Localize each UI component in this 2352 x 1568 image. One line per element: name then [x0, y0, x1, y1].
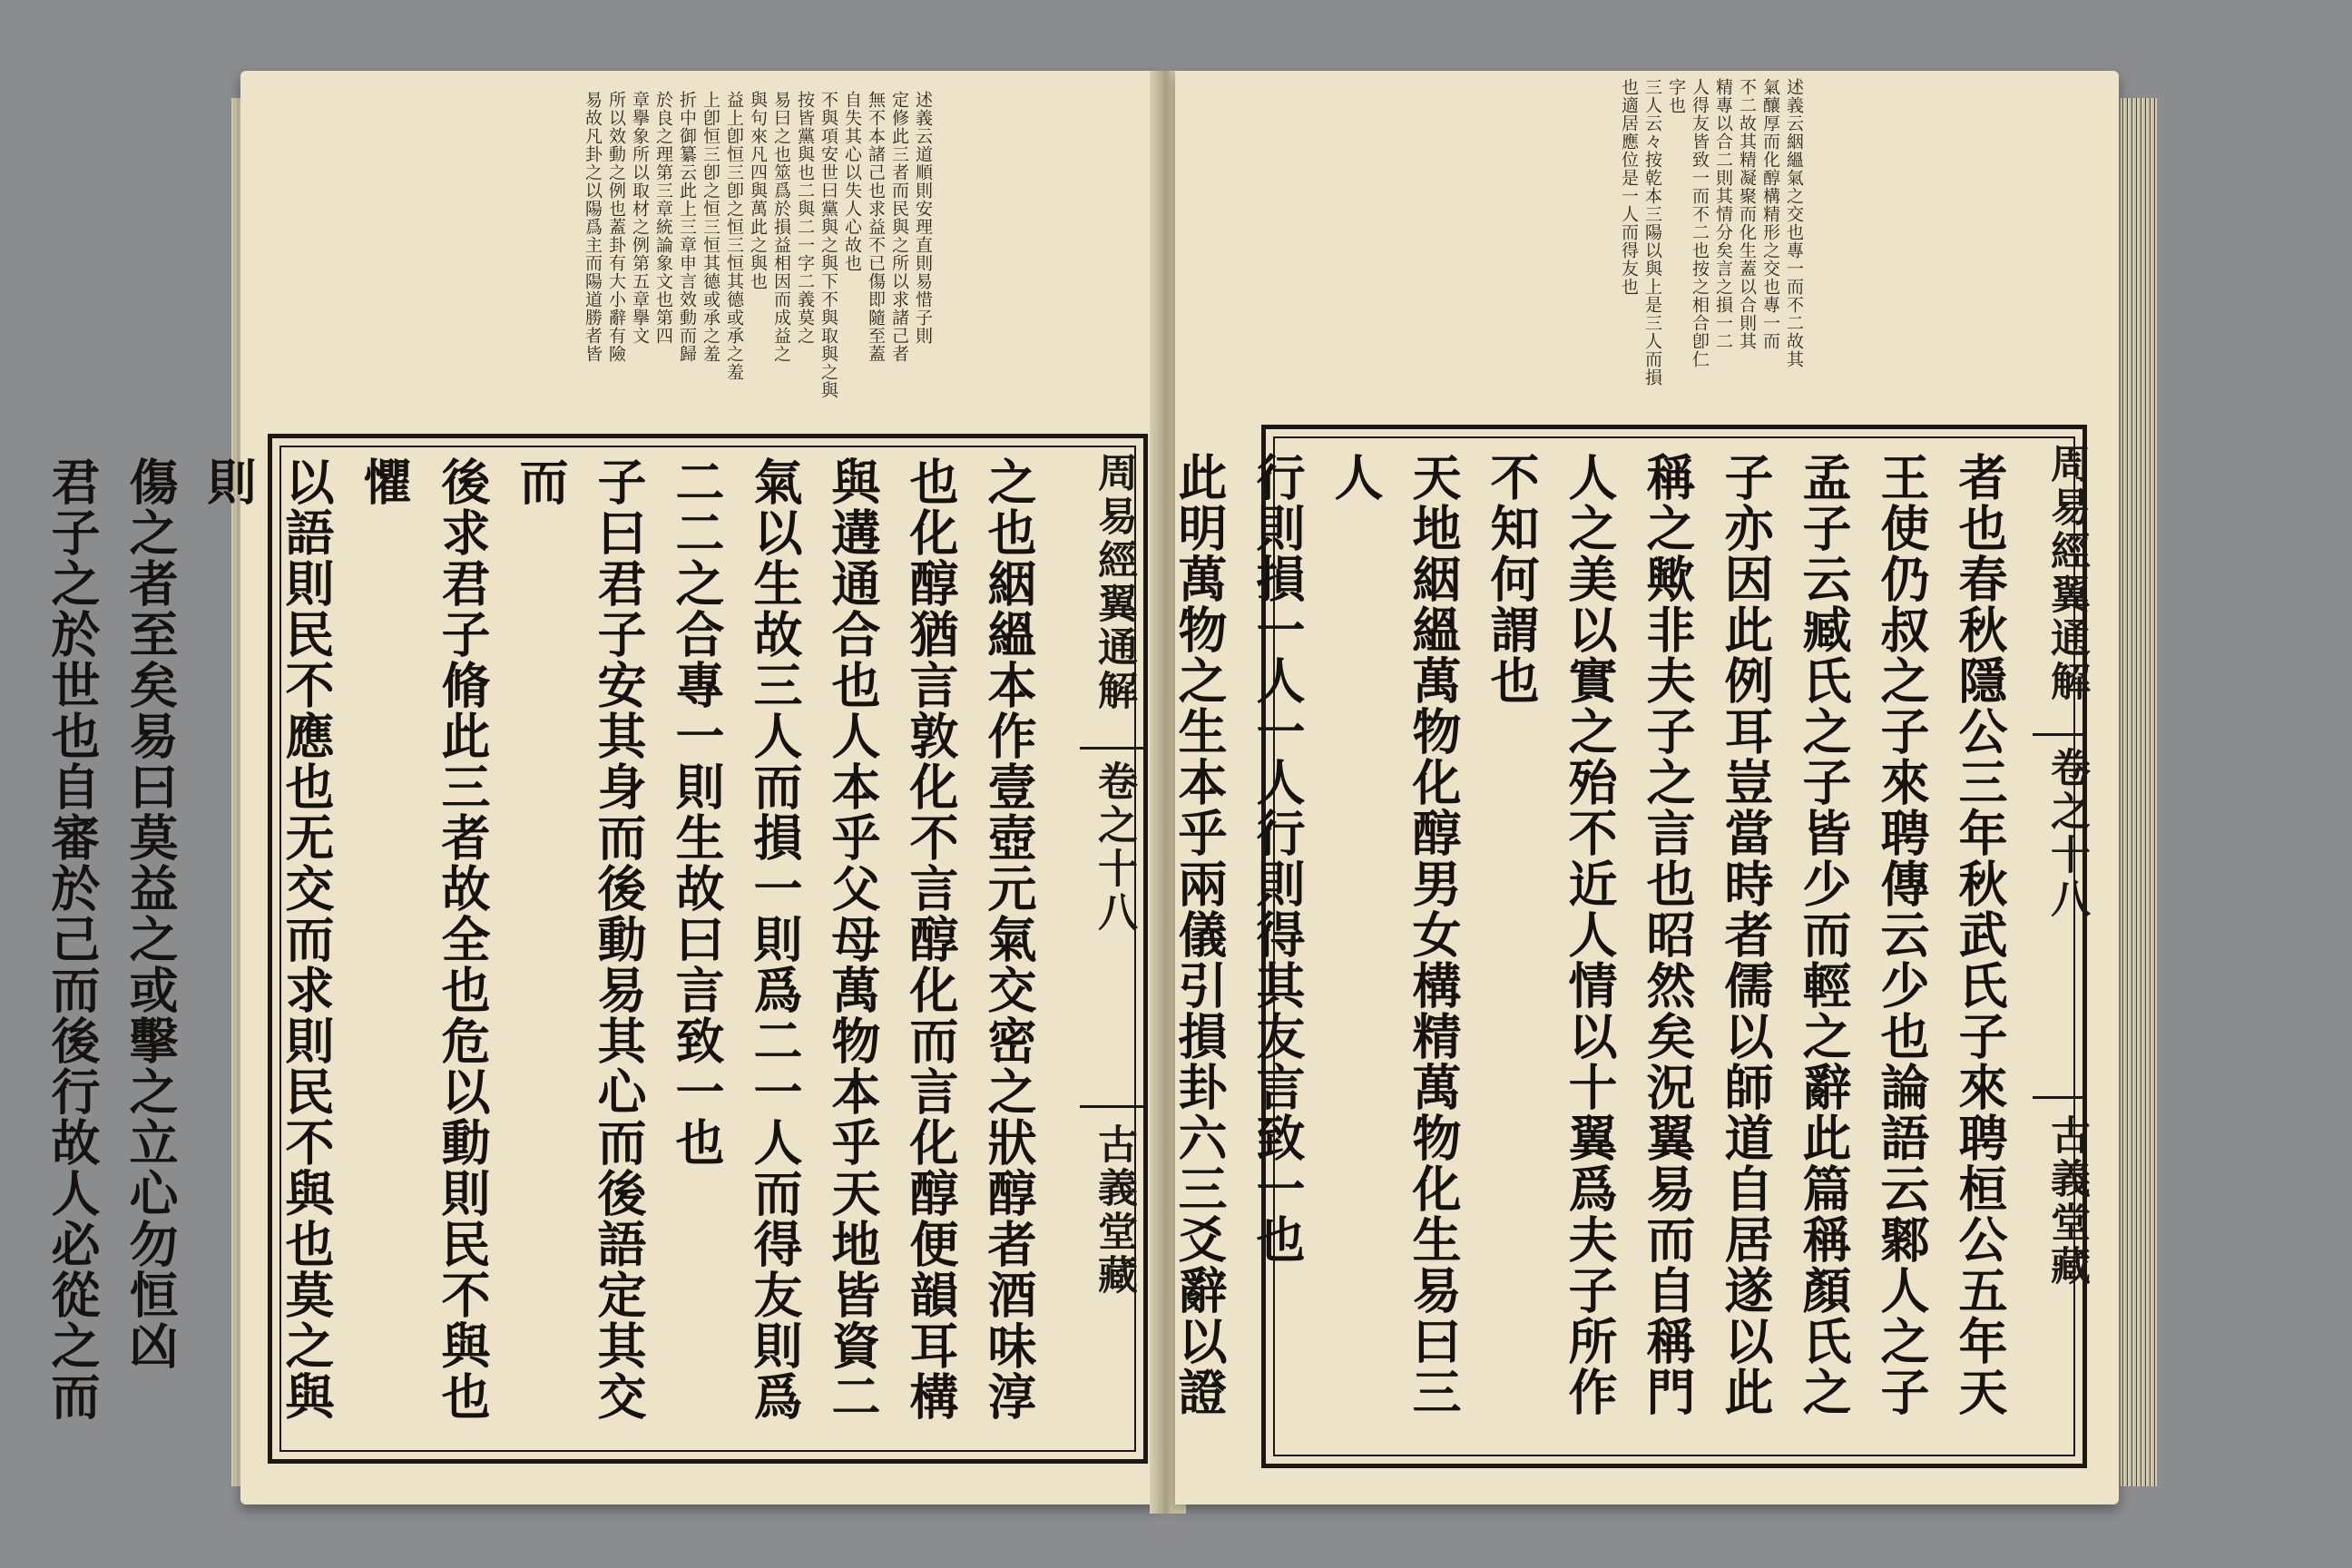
right-main-text: [1171, 452, 2019, 1450]
text-column: 君子之於世也自審於己而後行故人必從之而: [44, 456, 102, 1422]
text-column: 此明萬物之生本乎兩儀引損卦六三爻辭以證: [1171, 452, 1229, 1417]
right-fold-volume: 卷之十八: [2043, 747, 2090, 921]
left-headnotes: [281, 91, 935, 454]
headnote-line: 上卽恒三卽之恒三恒其德或承之羞: [701, 91, 720, 363]
left-fold-separator-2: [1080, 1105, 1143, 1108]
headnote-line: 於良之理第三章統論象文也第四: [653, 91, 673, 345]
right-page-edges: [2121, 98, 2157, 1486]
headnote-line: 無不本諸己也求益不已傷即隨至蓋: [866, 91, 886, 363]
headnote-line: 易故凡卦之以陽爲主而陽道勝者皆: [583, 91, 603, 363]
headnote-line: 也適居應位是一人而得友也: [1619, 78, 1639, 296]
headnote-line: 氣釀厚而化醇構精形之交也專一而: [1760, 78, 1780, 350]
headnote-line: 字也: [1666, 78, 1686, 114]
right-fold-separator: [2033, 733, 2087, 736]
headnote-line: 三人云々按乾本三陽以與上是三人而損: [1642, 78, 1662, 387]
headnote-line: 按皆黨與也二與二一字二義莫之: [795, 91, 815, 345]
text-column: 人之美以實之殆不近人情以十翼爲夫子所作: [1561, 452, 1619, 1417]
right-fold-title: 周易經翼通解: [2043, 443, 2090, 704]
left-fold-volume: 卷之十八: [1091, 760, 1137, 935]
right-headnotes: [1543, 78, 1806, 441]
headnote-line: 章擧象所以取材之例第五章擧文: [630, 91, 650, 345]
text-column: 不知何謂也: [1483, 452, 1541, 706]
headnote-line: 定修此三者而民與之所以求諸己者: [889, 91, 909, 363]
text-column: 孟子云臧氏之子皆少而輕之辭此篇稱顏氏之: [1795, 452, 1853, 1417]
headnote-line: 易曰之也筮爲於損益相因而成益之: [771, 91, 791, 363]
text-column: 二二之合專一則生故曰言致一也: [668, 456, 726, 1168]
headnote-line: 不與項安世曰黨與之與下不與取與之與: [818, 91, 838, 399]
text-column: 傷之者至矣易曰莫益之或擊之立心勿恒凶: [122, 456, 180, 1371]
headnote-line: 益上卽恒三卽之恒三恒其德或承之羞: [724, 91, 744, 381]
headnote-line: 不二故其精凝聚而化生蓋以合則其: [1737, 78, 1757, 350]
text-column: 子亦因此例耳豈當時者儒以師道自居遂以此: [1717, 452, 1775, 1417]
text-column: 王使仍叔之子來聘傳云少也論語云鄹人之子: [1873, 452, 1931, 1417]
headnote-line: 精專以合二則其情分矣言之損一二: [1713, 78, 1733, 350]
headnote-line: 所以效動之例也蓋卦有大小辭有險: [606, 91, 626, 363]
text-column: 子曰君子安其身而後動易其心而後語定其交而: [512, 456, 648, 1422]
headnote-line: 述義云道順則安理直則易惜子則: [913, 91, 933, 345]
open-book: [44, 71, 2119, 1504]
text-column: 也化醇猶言敦化不言醇化而言化醇便韻耳構: [902, 456, 960, 1422]
right-page: [1171, 71, 2119, 1504]
text-column: 之也絪縕本作壹壺元氣交密之狀醇者酒味淳: [980, 456, 1038, 1422]
text-column: 以語則民不應也无交而求則民不與也莫之與則: [200, 456, 336, 1422]
left-fold-press: 古義堂藏: [1091, 1123, 1137, 1298]
headnote-line: 折中御纂云此上三章申言效動而歸: [677, 91, 697, 363]
right-fold-separator-2: [2033, 1096, 2087, 1099]
left-fold-title: 周易經翼通解: [1091, 452, 1137, 713]
text-column: 天地絪縕萬物化醇男女構精萬物化生易曰三人: [1327, 452, 1463, 1417]
text-column: 後求君子脩此三者故全也危以動則民不與也懼: [356, 456, 492, 1422]
headnote-line: 述義云絪縕氣之交也專一而不二故其: [1784, 78, 1804, 368]
right-fold-press: 古義堂藏: [2043, 1114, 2090, 1289]
text-column: 氣以生故三人而損一則爲二一人而得友則爲: [746, 456, 804, 1422]
text-column: 與遘通合也人本乎父母萬物本乎天地皆資二: [824, 456, 882, 1422]
text-column: 者也春秋隱公三年秋武氏子來聘桓公五年天: [1951, 452, 2009, 1417]
left-fold-separator: [1080, 747, 1143, 750]
headnote-line: 與句來凡四與萬此之與也: [748, 91, 768, 290]
left-main-text: [44, 456, 1048, 1446]
left-page: [44, 71, 1161, 1504]
text-column: 稱之歟非夫子之言也昭然矣況翼易而自稱門: [1639, 452, 1697, 1417]
text-column: 行則損一人一人行則得其友言致一也: [1249, 452, 1307, 1265]
headnote-line: 自失其心以失人心故也: [842, 91, 862, 272]
headnote-line: 人得友皆致一而不二也按之相合卽仁: [1690, 78, 1710, 368]
